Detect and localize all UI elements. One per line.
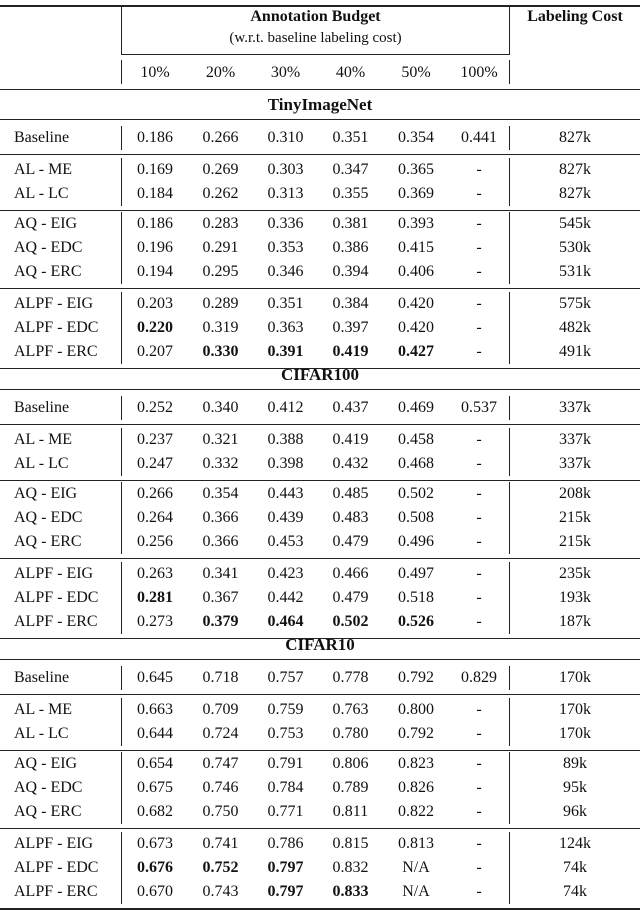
score-cell: 0.184 — [137, 185, 173, 202]
labeling-cost-cell: 170k — [559, 725, 591, 742]
method-name: AL - LC — [14, 185, 69, 202]
method-name: ALPF - ERC — [14, 613, 98, 630]
column-rule — [509, 562, 510, 634]
score-cell: - — [476, 533, 482, 550]
score-cell: 0.789 — [332, 779, 369, 796]
labeling-cost-cell: 170k — [559, 669, 591, 686]
method-name: AL - ME — [14, 431, 73, 448]
column-rule — [121, 212, 122, 284]
group-rule — [0, 828, 640, 829]
score-cell: 0.458 — [398, 431, 434, 448]
score-cell: - — [476, 589, 482, 606]
score-cell: 0.709 — [202, 701, 239, 718]
method-name: Baseline — [14, 129, 70, 146]
group-rule — [0, 480, 640, 481]
score-cell: 0.262 — [202, 185, 239, 202]
group-rule — [0, 424, 640, 425]
labeling-cost-cell: 545k — [559, 215, 591, 232]
table-row — [0, 832, 640, 856]
score-cell: 0.203 — [137, 295, 173, 312]
table-row — [0, 182, 640, 206]
score-cell: 0.645 — [137, 669, 173, 686]
labeling-cost-cell: 337k — [559, 431, 591, 448]
score-cell: 0.367 — [202, 589, 239, 606]
score-cell: 0.369 — [398, 185, 434, 202]
method-name: ALPF - EIG — [14, 295, 94, 312]
score-cell: 0.289 — [202, 295, 239, 312]
score-cell: 0.675 — [137, 779, 173, 796]
pct-header-40: 40% — [335, 64, 366, 81]
table-row — [0, 428, 640, 452]
score-cell: 0.833 — [332, 883, 369, 900]
score-cell: 0.441 — [461, 129, 497, 146]
score-cell: 0.341 — [202, 565, 239, 582]
labeling-cost-cell: 575k — [559, 295, 591, 312]
pct-header-50: 50% — [401, 64, 431, 81]
pct-header-30: 30% — [270, 64, 301, 81]
score-cell: 0.419 — [332, 431, 369, 448]
method-name: AL - ME — [14, 161, 73, 178]
score-cell: 0.397 — [332, 319, 369, 336]
column-rule — [509, 126, 510, 150]
method-name: AQ - EDC — [14, 779, 83, 796]
score-cell: 0.682 — [137, 803, 173, 820]
labeling-cost-cell: 124k — [559, 835, 591, 852]
score-cell: 0.332 — [202, 455, 239, 472]
table-row — [0, 856, 640, 880]
score-cell: 0.256 — [137, 533, 173, 550]
table-row — [0, 340, 640, 364]
score-cell: 0.365 — [398, 161, 434, 178]
score-cell: 0.313 — [267, 185, 304, 202]
score-cell: 0.394 — [332, 263, 369, 280]
table-row — [0, 260, 640, 284]
column-rule — [121, 752, 122, 824]
column-rule — [509, 212, 510, 284]
score-cell: 0.676 — [137, 859, 173, 876]
score-cell: 0.746 — [202, 779, 239, 796]
score-cell: 0.518 — [398, 589, 434, 606]
table-row — [0, 292, 640, 316]
column-rule — [509, 292, 510, 364]
score-cell: 0.291 — [202, 239, 239, 256]
score-cell: 0.750 — [202, 803, 239, 820]
score-cell: 0.266 — [202, 129, 239, 146]
labeling-cost-cell: 170k — [559, 701, 591, 718]
header-mid-rule — [122, 54, 509, 55]
method-name: Baseline — [14, 399, 70, 416]
score-cell: 0.207 — [137, 343, 173, 360]
table-row — [0, 482, 640, 506]
budget-title: Annotation Budget — [250, 8, 381, 25]
labeling-cost-cell: 491k — [559, 343, 591, 360]
score-cell: 0.420 — [398, 295, 434, 312]
score-cell: - — [476, 883, 482, 900]
score-cell: 0.502 — [332, 613, 369, 630]
score-cell: 0.319 — [202, 319, 239, 336]
score-cell: 0.784 — [267, 779, 304, 796]
score-cell: 0.295 — [202, 263, 239, 280]
method-name: AL - ME — [14, 701, 73, 718]
score-cell: 0.806 — [332, 755, 369, 772]
score-cell: - — [476, 613, 482, 630]
score-cell: 0.791 — [267, 755, 304, 772]
section-title-rule — [0, 659, 640, 660]
score-cell: 0.186 — [137, 129, 173, 146]
labeling-cost-cell: 95k — [563, 779, 587, 796]
score-cell: 0.336 — [267, 215, 304, 232]
section-title-rule — [0, 389, 640, 390]
method-name: Baseline — [14, 669, 70, 686]
table-row — [0, 158, 640, 182]
table-row — [0, 452, 640, 476]
score-cell: 0.753 — [267, 725, 304, 742]
score-cell: 0.811 — [332, 803, 369, 820]
score-cell: 0.351 — [267, 295, 304, 312]
score-cell: 0.169 — [137, 161, 173, 178]
table-row — [0, 666, 640, 690]
score-cell: - — [476, 565, 482, 582]
group-rule — [0, 210, 640, 211]
score-cell: 0.384 — [332, 295, 369, 312]
score-cell: 0.415 — [398, 239, 434, 256]
method-name: AQ - EDC — [14, 509, 83, 526]
pct-header-20: 20% — [205, 64, 236, 81]
score-cell: 0.464 — [267, 613, 304, 630]
score-cell: 0.354 — [202, 485, 239, 502]
score-cell: - — [476, 755, 482, 772]
column-rule — [121, 396, 122, 420]
score-cell: 0.526 — [398, 613, 434, 630]
score-cell: 0.485 — [332, 485, 369, 502]
score-cell: 0.743 — [202, 883, 239, 900]
column-rule — [121, 126, 122, 150]
column-rule — [121, 666, 122, 690]
labeling-cost-cell: 337k — [559, 455, 591, 472]
score-cell: - — [476, 835, 482, 852]
score-cell: 0.826 — [398, 779, 434, 796]
labeling-cost-cell: 827k — [559, 185, 591, 202]
score-cell: 0.508 — [398, 509, 434, 526]
score-cell: - — [476, 239, 482, 256]
score-cell: 0.420 — [398, 319, 434, 336]
method-name: ALPF - ERC — [14, 883, 98, 900]
group-rule — [0, 558, 640, 559]
table-row — [0, 212, 640, 236]
score-cell: 0.398 — [267, 455, 304, 472]
score-cell: 0.537 — [461, 399, 497, 416]
method-name: AQ - ERC — [14, 533, 82, 550]
table-row — [0, 586, 640, 610]
section-title: TinyImageNet — [267, 95, 373, 114]
method-name: ALPF - ERC — [14, 343, 98, 360]
score-cell: 0.823 — [398, 755, 434, 772]
group-rule — [0, 750, 640, 751]
score-cell: 0.757 — [267, 669, 304, 686]
score-cell: 0.479 — [332, 589, 369, 606]
table-row — [0, 126, 640, 150]
column-rule — [509, 752, 510, 824]
score-cell: 0.673 — [137, 835, 173, 852]
score-cell: 0.423 — [267, 565, 304, 582]
score-cell: 0.829 — [461, 669, 497, 686]
column-rule — [509, 698, 510, 746]
score-cell: 0.483 — [332, 509, 369, 526]
score-cell: 0.388 — [267, 431, 304, 448]
score-cell: - — [476, 779, 482, 796]
score-cell: 0.759 — [267, 701, 304, 718]
method-name: AQ - ERC — [14, 803, 82, 820]
labeling-cost-cell: 74k — [563, 859, 587, 876]
method-name: AQ - EIG — [14, 755, 78, 772]
score-cell: - — [476, 725, 482, 742]
group-rule — [0, 288, 640, 289]
score-cell: 0.386 — [332, 239, 369, 256]
score-cell: - — [476, 319, 482, 336]
score-cell: 0.263 — [137, 565, 173, 582]
score-cell: 0.366 — [202, 509, 239, 526]
score-cell: - — [476, 509, 482, 526]
score-cell: - — [476, 455, 482, 472]
labeling-cost-cell: 89k — [563, 755, 587, 772]
column-rule — [509, 60, 510, 84]
labeling-cost-cell: 215k — [559, 533, 591, 550]
score-cell: 0.406 — [398, 263, 434, 280]
score-cell: - — [476, 701, 482, 718]
score-cell: 0.797 — [267, 883, 304, 900]
column-rule — [121, 292, 122, 364]
score-cell: 0.437 — [332, 399, 369, 416]
score-cell: 0.393 — [398, 215, 434, 232]
method-name: AL - LC — [14, 455, 69, 472]
score-cell: 0.412 — [267, 399, 304, 416]
table-row — [0, 752, 640, 776]
score-cell: 0.502 — [398, 485, 434, 502]
score-cell: 0.797 — [267, 859, 304, 876]
score-cell: 0.347 — [332, 161, 369, 178]
score-cell: 0.303 — [267, 161, 304, 178]
score-cell: 0.468 — [398, 455, 434, 472]
score-cell: 0.419 — [332, 343, 369, 360]
score-cell: 0.186 — [137, 215, 173, 232]
score-cell: 0.283 — [202, 215, 239, 232]
table-row — [0, 800, 640, 824]
table-row — [0, 316, 640, 340]
column-rule — [121, 5, 122, 55]
top-rule — [0, 5, 640, 7]
score-cell: 0.724 — [202, 725, 239, 742]
table-row — [0, 396, 640, 420]
score-cell: 0.763 — [332, 701, 369, 718]
labeling-cost-cell: 74k — [563, 883, 587, 900]
labeling-cost-cell: 208k — [559, 485, 591, 502]
score-cell: 0.310 — [267, 129, 304, 146]
labeling-cost-cell: 827k — [559, 129, 591, 146]
column-rule — [121, 832, 122, 904]
score-cell: 0.443 — [267, 485, 304, 502]
score-cell: 0.432 — [332, 455, 369, 472]
score-cell: 0.718 — [202, 669, 239, 686]
column-rule — [121, 482, 122, 554]
score-cell: 0.663 — [137, 701, 173, 718]
labeling-cost-cell: 827k — [559, 161, 591, 178]
budget-subtitle: (w.r.t. baseline labeling cost) — [229, 30, 402, 46]
score-cell: - — [476, 295, 482, 312]
score-cell: 0.273 — [137, 613, 173, 630]
pct-header-10: 10% — [140, 64, 170, 81]
labeling-cost-title: Labeling Cost — [527, 8, 623, 25]
score-cell: 0.832 — [332, 859, 369, 876]
score-cell: - — [476, 263, 482, 280]
score-cell: 0.252 — [137, 399, 173, 416]
table-row — [0, 236, 640, 260]
score-cell: 0.453 — [267, 533, 304, 550]
column-rule — [121, 428, 122, 476]
score-cell: 0.269 — [202, 161, 239, 178]
table-row — [0, 880, 640, 904]
labeling-cost-cell: 96k — [563, 803, 587, 820]
score-cell: 0.786 — [267, 835, 304, 852]
score-cell: 0.469 — [398, 399, 434, 416]
score-cell: - — [476, 859, 482, 876]
column-rule — [509, 158, 510, 206]
score-cell: 0.496 — [398, 533, 434, 550]
score-cell: 0.266 — [137, 485, 173, 502]
table-row — [0, 776, 640, 800]
score-cell: 0.237 — [137, 431, 173, 448]
score-cell: 0.281 — [137, 589, 173, 606]
column-rule — [509, 666, 510, 690]
method-name: ALPF - EIG — [14, 835, 94, 852]
score-cell: - — [476, 343, 482, 360]
method-name: AQ - EDC — [14, 239, 83, 256]
score-cell: 0.354 — [398, 129, 434, 146]
column-rule — [121, 562, 122, 634]
score-cell: 0.442 — [267, 589, 304, 606]
score-cell: 0.363 — [267, 319, 304, 336]
score-cell: 0.778 — [332, 669, 369, 686]
score-cell: 0.815 — [332, 835, 369, 852]
score-cell: - — [476, 185, 482, 202]
score-cell: 0.792 — [398, 725, 434, 742]
score-cell: 0.439 — [267, 509, 304, 526]
column-rule — [509, 428, 510, 476]
group-rule — [0, 694, 640, 695]
score-cell: 0.780 — [332, 725, 369, 742]
score-cell: 0.391 — [267, 343, 304, 360]
labeling-cost-cell: 337k — [559, 399, 591, 416]
score-cell: 0.379 — [202, 613, 239, 630]
score-cell: N/A — [402, 883, 430, 900]
section-title: CIFAR100 — [280, 365, 360, 384]
score-cell: 0.497 — [398, 565, 434, 582]
method-name: ALPF - EDC — [14, 589, 99, 606]
labeling-cost-cell: 187k — [559, 613, 591, 630]
score-cell: 0.752 — [202, 859, 239, 876]
score-cell: 0.747 — [202, 755, 239, 772]
table-row — [0, 562, 640, 586]
score-cell: - — [476, 803, 482, 820]
score-cell: 0.196 — [137, 239, 173, 256]
labeling-cost-cell: 193k — [559, 589, 591, 606]
group-rule — [0, 154, 640, 155]
column-rule — [121, 158, 122, 206]
score-cell: 0.346 — [267, 263, 304, 280]
table-row — [0, 530, 640, 554]
labeling-cost-cell: 482k — [559, 319, 591, 336]
table-row — [0, 722, 640, 746]
table-row — [0, 506, 640, 530]
score-cell: 0.771 — [267, 803, 304, 820]
score-cell: 0.427 — [398, 343, 434, 360]
column-rule — [121, 698, 122, 746]
method-name: AL - LC — [14, 725, 69, 742]
score-cell: 0.381 — [332, 215, 369, 232]
labeling-cost-cell: 530k — [559, 239, 591, 256]
labeling-cost-cell: 215k — [559, 509, 591, 526]
method-name: AQ - ERC — [14, 263, 82, 280]
score-cell: 0.741 — [202, 835, 239, 852]
score-cell: 0.321 — [202, 431, 239, 448]
method-name: AQ - EIG — [14, 485, 78, 502]
section-title-rule — [0, 119, 640, 120]
score-cell: 0.264 — [137, 509, 173, 526]
score-cell: 0.351 — [332, 129, 369, 146]
table-row — [0, 698, 640, 722]
column-rule — [509, 832, 510, 904]
section-title: CIFAR10 — [285, 635, 355, 654]
score-cell: 0.355 — [332, 185, 369, 202]
table-row — [0, 610, 640, 634]
score-cell: 0.813 — [398, 835, 434, 852]
score-cell: 0.822 — [398, 803, 434, 820]
score-cell: 0.220 — [137, 319, 173, 336]
score-cell: 0.247 — [137, 455, 173, 472]
score-cell: 0.340 — [202, 399, 239, 416]
score-cell: N/A — [402, 859, 430, 876]
score-cell: 0.353 — [267, 239, 304, 256]
method-name: ALPF - EDC — [14, 319, 99, 336]
column-rule — [121, 60, 122, 84]
score-cell: 0.330 — [202, 343, 239, 360]
method-name: ALPF - EDC — [14, 859, 99, 876]
score-cell: 0.670 — [137, 883, 173, 900]
labeling-cost-cell: 235k — [559, 565, 591, 582]
labeling-cost-cell: 531k — [559, 263, 591, 280]
method-name: ALPF - EIG — [14, 565, 94, 582]
score-cell: - — [476, 431, 482, 448]
column-rule — [509, 396, 510, 420]
column-rule — [509, 5, 510, 55]
pct-header-100: 100% — [460, 64, 498, 81]
score-cell: 0.479 — [332, 533, 369, 550]
score-cell: - — [476, 485, 482, 502]
score-cell: 0.194 — [137, 263, 173, 280]
score-cell: - — [476, 215, 482, 232]
score-cell: 0.800 — [398, 701, 434, 718]
score-cell: 0.792 — [398, 669, 434, 686]
score-cell: 0.466 — [332, 565, 369, 582]
column-rule — [509, 482, 510, 554]
score-cell: 0.366 — [202, 533, 239, 550]
header-bottom-rule — [0, 89, 640, 90]
score-cell: 0.654 — [137, 755, 173, 772]
score-cell: - — [476, 161, 482, 178]
method-name: AQ - EIG — [14, 215, 78, 232]
score-cell: 0.644 — [137, 725, 173, 742]
